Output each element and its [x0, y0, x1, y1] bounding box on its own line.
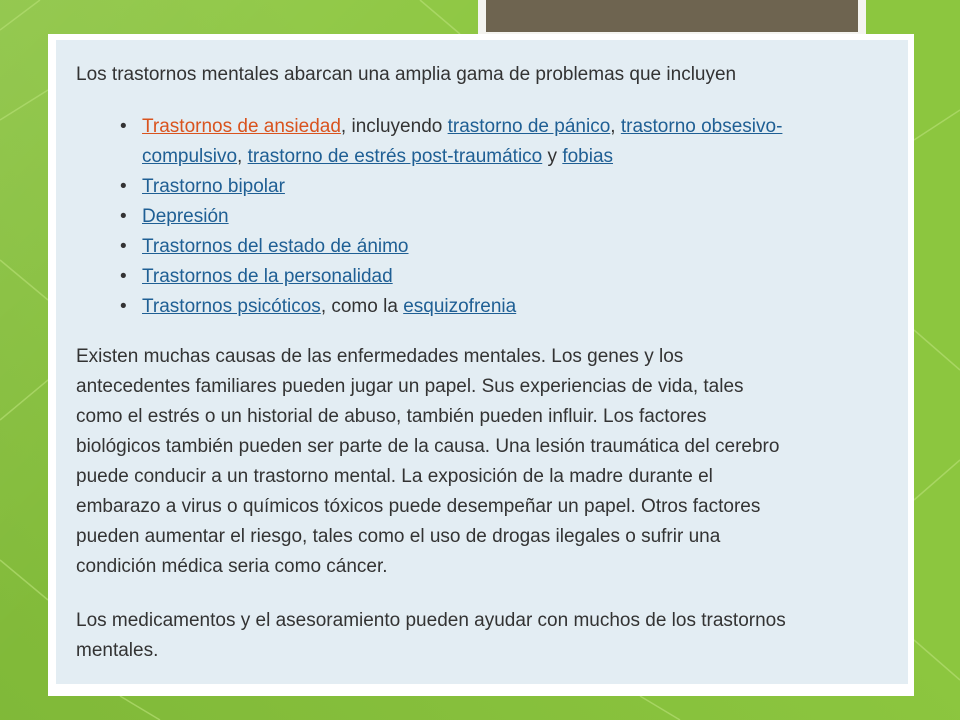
causes-line: puede conducir a un trastorno mental. La exposición de la madre durante el	[76, 466, 713, 487]
link-personality-disorders[interactable]: Trastornos de la personalidad	[142, 266, 393, 287]
text-and: y	[542, 146, 563, 167]
top-decorative-tab	[478, 0, 866, 36]
bullet: •	[120, 116, 127, 137]
treatment-line: Los medicamentos y el asesoramiento pueden ayudar con muchos de los trastornos	[76, 610, 786, 631]
list-item	[120, 292, 880, 322]
link-anxiety-disorders[interactable]: Trastornos de ansiedad	[142, 116, 341, 137]
causes-line: pueden aumentar el riesgo, tales como el uso de drogas ilegales o sufrir una	[76, 526, 721, 547]
link-ocd-part2[interactable]: compulsivo	[142, 146, 238, 167]
causes-line: condición médica seria como cáncer.	[76, 556, 388, 577]
treatment-line: mentales.	[76, 640, 159, 661]
link-schizophrenia[interactable]: esquizofrenia	[403, 296, 517, 317]
link-ptsd[interactable]: trastorno de estrés post-traumático	[247, 146, 543, 167]
list-item	[120, 232, 880, 262]
content-panel	[56, 40, 908, 684]
link-depression[interactable]: Depresión	[142, 206, 229, 227]
causes-line: antecedentes familiares pueden jugar un papel. Sus experiencias de vida, tales	[76, 376, 744, 397]
causes-line: biológicos también pueden ser parte de la causa. Una lesión traumática del cerebro	[76, 436, 780, 457]
bullet: •	[120, 296, 127, 317]
bullet: •	[120, 266, 127, 287]
list-item	[120, 202, 880, 232]
link-bipolar-disorder[interactable]: Trastorno bipolar	[142, 176, 285, 197]
text-like: , como la	[320, 296, 404, 317]
content-card	[48, 34, 914, 696]
text-including: , incluyendo	[340, 116, 448, 137]
link-phobias[interactable]: fobias	[562, 146, 614, 167]
separator: ,	[237, 146, 248, 167]
disorders-list	[120, 112, 880, 322]
causes-line: embarazo a virus o químicos tóxicos puede desempeñar un papel. Otros factores	[76, 496, 761, 517]
bullet: •	[120, 236, 127, 257]
list-item	[120, 112, 880, 172]
intro-text: Los trastornos mentales abarcan una amplia gama de problemas que incluyen	[76, 64, 737, 85]
link-ocd-part1[interactable]: trastorno obsesivo-	[620, 116, 783, 137]
link-psychotic-disorders[interactable]: Trastornos psicóticos	[142, 296, 321, 317]
bullet: •	[120, 206, 127, 227]
list-item	[120, 262, 880, 292]
bullet: •	[120, 176, 127, 197]
top-tab-inner	[486, 0, 858, 32]
causes-paragraph	[76, 342, 896, 582]
causes-line: como el estrés o un historial de abuso, también pueden influir. Los factores	[76, 406, 707, 427]
separator: ,	[610, 116, 621, 137]
link-mood-disorders[interactable]: Trastornos del estado de ánimo	[142, 236, 409, 257]
list-item	[120, 172, 880, 202]
causes-line: Existen muchas causas de las enfermedades mentales. Los genes y los	[76, 346, 684, 367]
treatment-paragraph	[76, 606, 896, 666]
link-panic-disorder[interactable]: trastorno de pánico	[447, 116, 611, 137]
